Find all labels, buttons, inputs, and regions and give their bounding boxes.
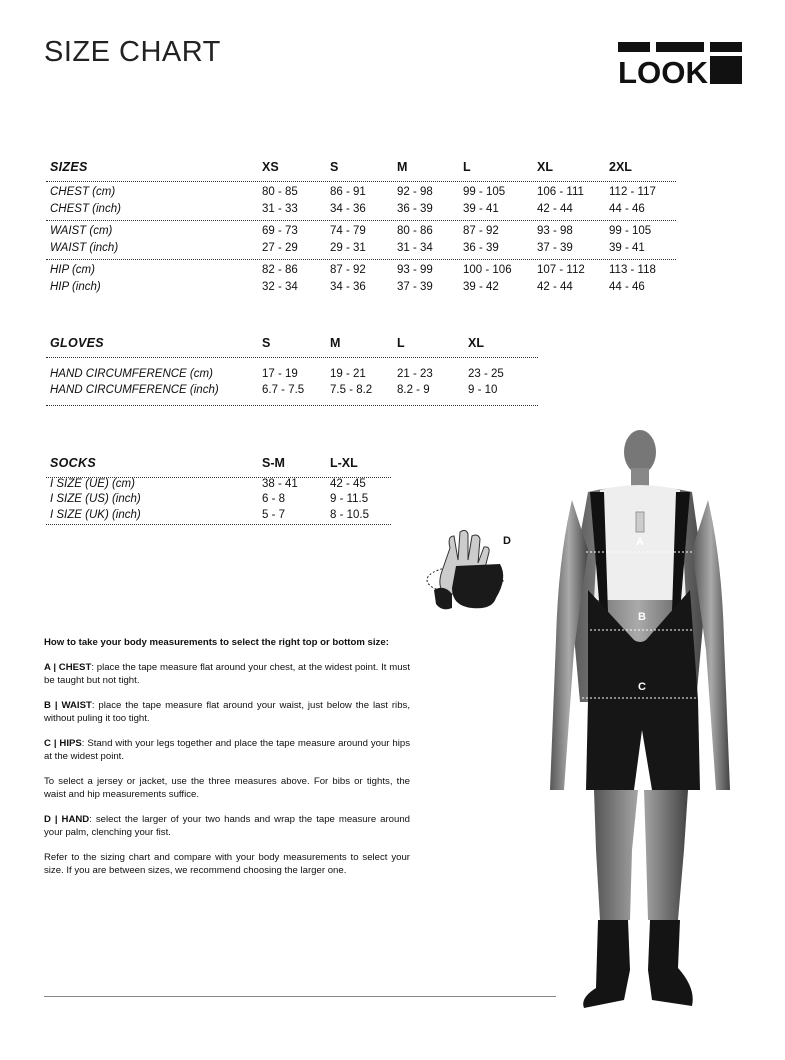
hips-instruction: C | HIPS: Stand with your legs together and place the tape measure around your hips at the widest point. — [44, 738, 410, 762]
table-cell: 113 - 118 — [609, 264, 656, 276]
table-cell: 74 - 79 — [330, 225, 366, 237]
table-cell: 82 - 86 — [262, 264, 298, 276]
row-label: HIP (inch) — [50, 281, 101, 293]
column-header: 2XL — [609, 160, 632, 174]
column-header: L — [463, 160, 471, 174]
table-cell: 5 - 7 — [262, 509, 286, 521]
table-cell: 37 - 39 — [397, 281, 433, 293]
table-cell: 6.7 - 7.5 — [262, 384, 305, 396]
row-label: I SIZE (US) (inch) — [50, 493, 141, 505]
table-cell: 6 - 8 — [262, 493, 286, 505]
svg-text:LOOK: LOOK — [618, 55, 709, 86]
table-cell: 42 - 44 — [537, 281, 573, 293]
table-cell: 23 - 25 — [468, 368, 504, 380]
column-header: S-M — [262, 456, 285, 470]
instructions-heading: How to take your body measurements to select the right top or bottom size: — [44, 637, 389, 648]
row-label: HIP (cm) — [50, 264, 95, 276]
table-cell: 27 - 29 — [262, 242, 298, 254]
dotted-divider — [46, 405, 538, 406]
refer-note: Refer to the sizing chart and compare with your body measurements to select your size. If you are between sizes, we recommend choosing the larger one. — [44, 852, 410, 876]
table-cell: 86 - 91 — [330, 186, 366, 198]
row-label: HAND CIRCUMFERENCE (inch) — [50, 384, 219, 396]
waist-instruction: B | WAIST: place the tape measure flat around your waist, just below the last ribs, without puling it too tight. — [44, 700, 410, 724]
marker-b: B — [638, 611, 646, 623]
table-cell: 29 - 31 — [330, 242, 366, 254]
table-cell: 34 - 36 — [330, 203, 366, 215]
row-label: I SIZE (UK) (inch) — [50, 509, 141, 521]
table-cell: 34 - 36 — [330, 281, 366, 293]
table-cell: 36 - 39 — [463, 242, 499, 254]
table-cell: 106 - 111 — [537, 186, 584, 198]
table-cell: 99 - 105 — [609, 225, 652, 237]
table-cell: 44 - 46 — [609, 281, 645, 293]
column-header: L-XL — [330, 456, 358, 470]
page-title: SIZE CHART — [44, 36, 221, 68]
table-header: SIZES — [50, 160, 88, 174]
column-header: L — [397, 336, 405, 350]
column-header: M — [330, 336, 341, 350]
table-cell: 87 - 92 — [330, 264, 366, 276]
person-figure — [528, 430, 748, 1030]
table-header: SOCKS — [50, 456, 96, 470]
table-cell: 36 - 39 — [397, 203, 433, 215]
table-cell: 44 - 46 — [609, 203, 645, 215]
marker-c: C — [638, 681, 646, 693]
table-cell: 42 - 45 — [330, 478, 366, 490]
table-cell: 93 - 99 — [397, 264, 433, 276]
table-cell: 92 - 98 — [397, 186, 433, 198]
table-cell: 9 - 11.5 — [330, 493, 369, 505]
table-cell: 17 - 19 — [262, 368, 298, 380]
table-cell: 93 - 98 — [537, 225, 573, 237]
dotted-divider — [46, 259, 676, 260]
dotted-divider — [46, 181, 676, 182]
footer-divider — [44, 996, 556, 997]
selection-note: To select a jersey or jacket, use the three measures above. For bibs or tights, the waist and hip measurements suffice. — [44, 776, 410, 800]
dotted-divider — [46, 220, 676, 221]
table-cell: 31 - 34 — [397, 242, 433, 254]
row-label: HAND CIRCUMFERENCE (cm) — [50, 368, 213, 380]
row-label: WAIST (inch) — [50, 242, 119, 254]
dotted-divider — [46, 357, 538, 358]
table-cell: 7.5 - 8.2 — [330, 384, 373, 396]
table-cell: 87 - 92 — [463, 225, 499, 237]
chest-instruction: A | CHEST: place the tape measure flat around your chest, at the widest point. It must be taught but not tight. — [44, 662, 410, 686]
look-logo — [618, 42, 742, 86]
table-cell: 39 - 41 — [463, 203, 499, 215]
table-cell: 42 - 44 — [537, 203, 573, 215]
table-cell: 8.2 - 9 — [397, 384, 430, 396]
table-cell: 100 - 106 — [463, 264, 512, 276]
marker-d: D — [503, 535, 511, 547]
glove-illustration — [420, 528, 530, 628]
row-label: CHEST (inch) — [50, 203, 121, 215]
table-cell: 19 - 21 — [330, 368, 366, 380]
column-header: XS — [262, 160, 279, 174]
table-cell: 107 - 112 — [537, 264, 585, 276]
column-header: XL — [537, 160, 553, 174]
row-label: WAIST (cm) — [50, 225, 113, 237]
table-cell: 69 - 73 — [262, 225, 298, 237]
row-label: I SIZE (UE) (cm) — [50, 478, 135, 490]
hand-instruction: D | HAND: select the larger of your two hands and wrap the tape measure around your palm, clenching your fist. — [44, 814, 410, 838]
table-cell: 38 - 41 — [262, 478, 298, 490]
table-cell: 31 - 33 — [262, 203, 298, 215]
table-cell: 80 - 86 — [397, 225, 433, 237]
table-cell: 21 - 23 — [397, 368, 433, 380]
measurement-instructions — [44, 636, 410, 889]
column-header: M — [397, 160, 408, 174]
table-cell: 32 - 34 — [262, 281, 298, 293]
table-cell: 112 - 117 — [609, 186, 656, 198]
column-header: XL — [468, 336, 484, 350]
table-cell: 37 - 39 — [537, 242, 573, 254]
row-label: CHEST (cm) — [50, 186, 116, 198]
dotted-divider — [46, 524, 391, 525]
column-header: S — [262, 336, 271, 350]
table-header: GLOVES — [50, 336, 104, 350]
table-cell: 80 - 85 — [262, 186, 298, 198]
table-cell: 9 - 10 — [468, 384, 498, 396]
table-cell: 99 - 105 — [463, 186, 506, 198]
dotted-divider — [46, 477, 391, 478]
marker-a: A — [636, 536, 644, 548]
table-cell: 39 - 41 — [609, 242, 645, 254]
table-cell: 8 - 10.5 — [330, 509, 369, 521]
table-cell: 39 - 42 — [463, 281, 499, 293]
column-header: S — [330, 160, 339, 174]
